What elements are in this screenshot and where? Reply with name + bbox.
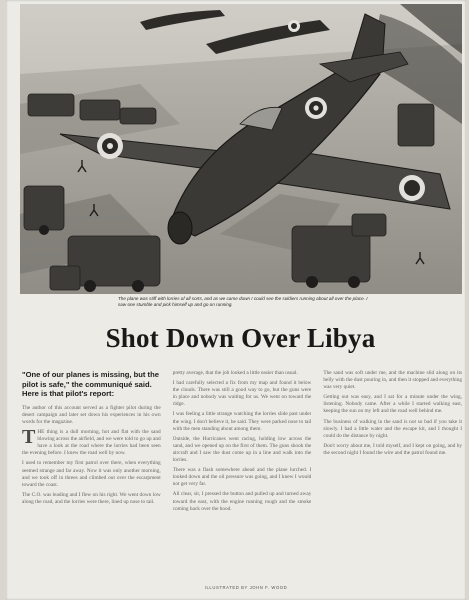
column-3 (323, 370, 462, 592)
body-paragraph: The business of walking in the sand is not so bad if you take it slowly. I had a little water and the escape kit, and I thought I could do the distance by night. (323, 418, 463, 439)
drop-cap: T (22, 426, 36, 449)
body-paragraph: T HE thing is a dull morning, hot and flat with the sand blowing across the airfield, and we were told to go up and have a look at the road where the lorries had been seen the evening before. I knew the road well by now. (22, 426, 161, 457)
hurricane-illustration (20, 4, 462, 294)
illustration-caption: The plane was stiff with lorries of all sorts, and as we came down I could see the soldiers running about all over the place. I saw one stumble and pick himself up and go on running. (118, 296, 368, 307)
aircraft-attack-drawing (20, 4, 462, 294)
article-columns (22, 370, 462, 592)
body-paragraph: All clear, sir, I pressed the button and pulled up and turned away toward the east, with the engine running rough and the smoke coming back over the hood. (172, 491, 312, 512)
article-headline: Shot Down Over Libya (105, 323, 376, 353)
body-paragraph: pretty average, that the job looked a little easier than usual. (172, 370, 298, 376)
body-paragraph: I was feeling a little strange watching the lorries slide past under the wing. I don't believe it, he said. They were parked nose to tail with the men standing about among them. (172, 411, 312, 432)
illustration-credit: ILLUSTRATED BY JOHN F. WOOD (204, 585, 288, 590)
body-paragraph: There was a flash somewhere ahead and the plane lurched. I looked down and the oil pressure was going, and I knew I would not get very far. (172, 467, 312, 488)
body-paragraph: Don't worry about me, I told myself, and I kept on going, and by the second night I found the wire and the patrol found me. (323, 442, 463, 456)
body-paragraph: The C.O. was leading and I flew on his right. We went down low along the road, and the lorries were there, lined up nose to tail. (22, 491, 161, 505)
author-intro: The author of this account served as a fighter pilot during the desert campaign and later set down his experiences in his own words for the magazine. (22, 404, 161, 425)
body-paragraph: I had carefully selected a fix from my map and found it below the clouds. There was still a good way to go, but the guns were in place and nobody was waiting for us. We went on toward the ridge. (172, 380, 312, 408)
body-paragraph: I used to remember my first patrol over there, when everything seemed strange and far away. Now it was only another morning, and we took off in threes and climbed out over the escarpment toward the coast. (22, 460, 161, 488)
body-paragraph: Getting out was easy, and I sat for a minute under the wing, listening. Nobody came. After a while I started walking east, keeping the sun on my left and the road well behind me. (323, 394, 463, 415)
body-paragraph: Outside, the Hurricanes went racing, holding low across the sand, and we opened up on the first of them. The guns shook the aircraft and I saw the dust come up in a line and walk into the lorries. (172, 435, 312, 464)
column-2 (173, 370, 312, 592)
column-1 (22, 370, 161, 592)
article-lede: "One of our planes is missing, but the pilot is safe," the communiqué said. Here is that pilot's report: (22, 370, 159, 399)
body-paragraph: The sand was soft under me, and the machine slid along on its belly with the dust pouring in, and then it stopped and everything was very quiet. (323, 370, 463, 391)
magazine-page (6, 0, 466, 600)
